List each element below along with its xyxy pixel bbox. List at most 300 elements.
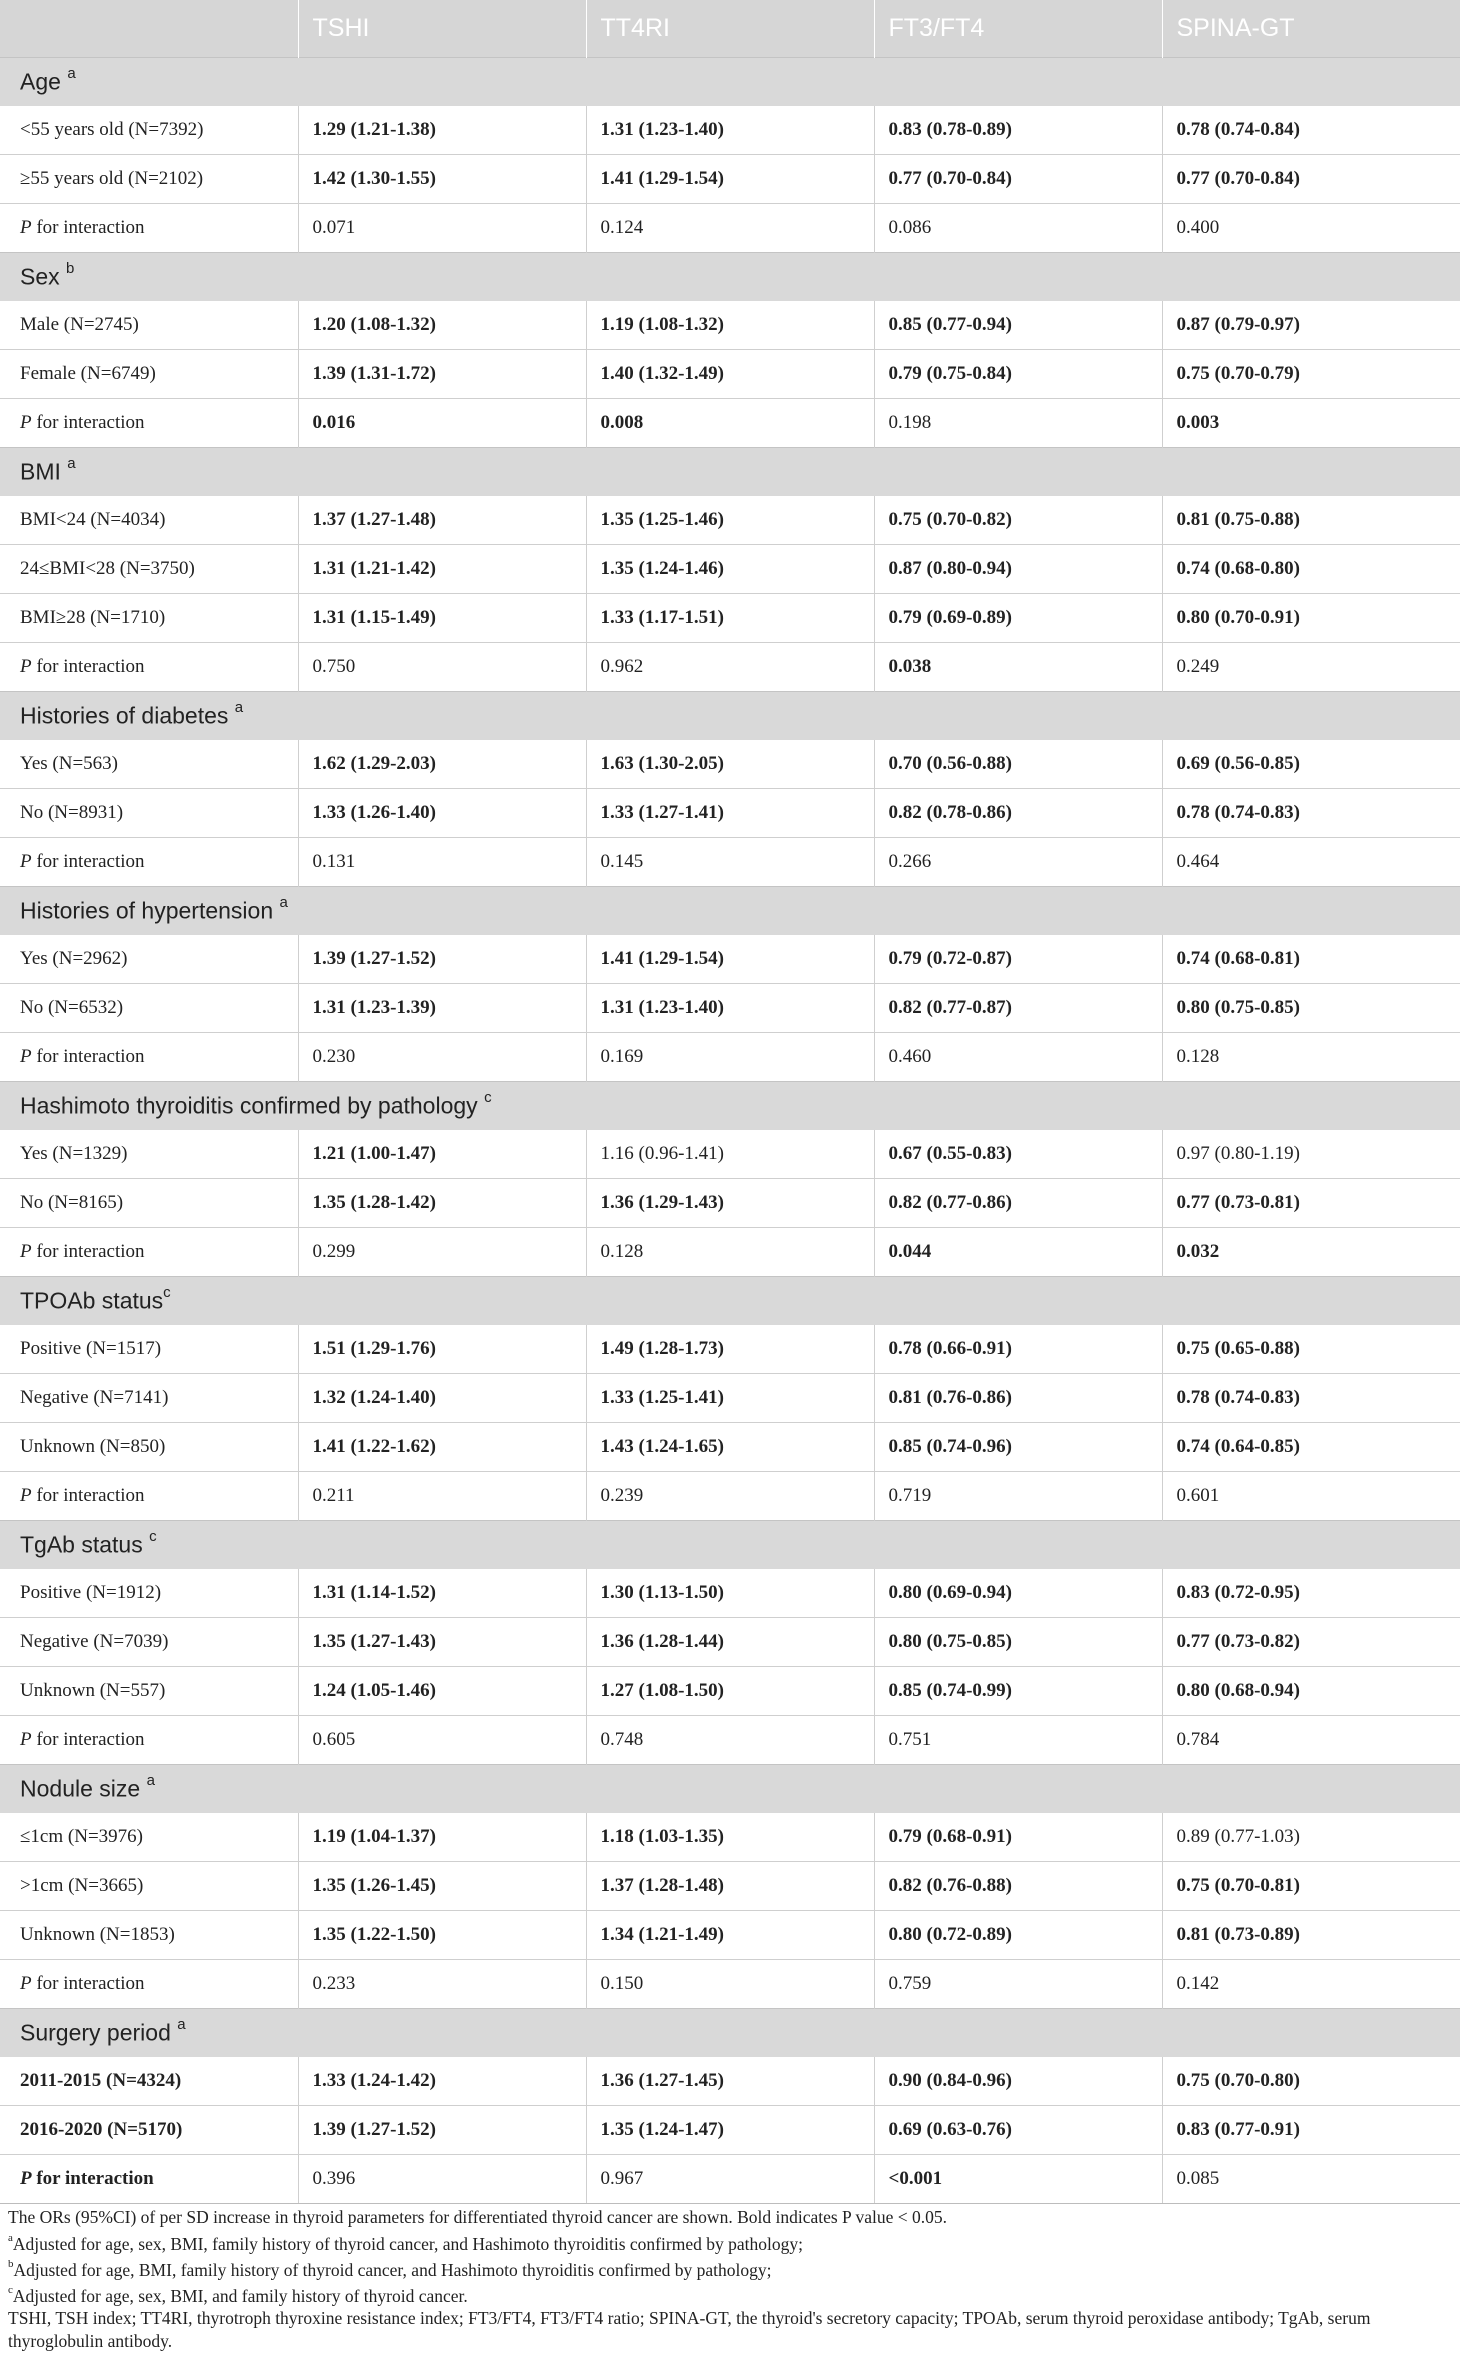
table-row [0,935,1460,984]
table-row [0,350,1460,399]
table-cell: 1.35 (1.24-1.47) [586,2106,874,2155]
table-row [0,789,1460,838]
row-label [0,496,298,545]
row-label-italic: P [20,656,32,677]
table-cell: 1.27 (1.08-1.50) [586,1667,874,1716]
table-cell: 0.150 [586,1960,874,2009]
table-row [0,1618,1460,1667]
table-row [0,2155,1460,2204]
table-cell: 0.87 (0.79-0.97) [1176,314,1300,335]
row-label [0,1862,298,1911]
table-cell: 0.81 (0.75-0.88) [1176,509,1300,530]
table-row [0,1374,1460,1423]
table-cell: 0.87 (0.80-0.94) [874,545,1162,594]
table-cell: 0.198 [874,399,1162,448]
header-cell [0,0,298,58]
table-row [0,1228,1460,1277]
group-title-text: Hashimoto thyroiditis confirmed by pathology [20,1092,478,1119]
table-row [0,643,1460,692]
table-cell: 0.784 [1162,1716,1460,1765]
row-label [0,1228,298,1277]
table-cell: 1.51 (1.29-1.76) [298,1325,586,1374]
table-cell: 1.33 (1.25-1.41) [586,1374,874,1423]
table-cell: 1.35 (1.28-1.42) [298,1179,586,1228]
footnote [8,2281,1452,2307]
table-cell: 0.75 (0.70-0.79) [1162,350,1460,399]
table-cell: 0.085 [1162,2155,1460,2204]
table-cell: 1.32 (1.24-1.40) [298,1374,586,1423]
table-cell: 0.82 (0.76-0.88) [874,1862,1162,1911]
table-cell: 1.19 (1.08-1.32) [586,301,874,350]
table-cell: 1.35 (1.25-1.46) [586,496,874,545]
row-label [0,838,298,887]
row-label-italic: P [20,1973,32,1994]
table-cell: 0.230 [298,1033,586,1082]
row-label [0,350,298,399]
table-row [0,1862,1460,1911]
table-cell: 1.31 (1.15-1.49) [298,594,586,643]
group-header-row [0,1277,1460,1326]
table-cell: 0.169 [586,1033,874,1082]
group-title-footnote-marker: a [177,2016,186,2034]
table-cell: 1.31 (1.23-1.39) [298,984,586,1033]
table-row [0,984,1460,1033]
table-cell: 0.82 (0.77-0.86) [874,1179,1162,1228]
table-cell: 0.299 [298,1228,586,1277]
row-label [0,1374,298,1423]
group-title-text: TgAb status [20,1531,143,1558]
row-label-text: for interaction [31,1973,145,1994]
table-cell: 1.18 (1.03-1.35) [586,1813,874,1862]
row-label-text: Positive (N=1517) [20,1338,162,1359]
table-row [0,838,1460,887]
group-header-row [0,1082,1460,1131]
group-title-footnote-marker: b [66,260,75,278]
row-label [0,399,298,448]
table-row [0,1423,1460,1472]
row-label [0,1569,298,1618]
group-title [0,1277,1460,1326]
table-cell: 1.49 (1.28-1.73) [586,1325,874,1374]
table-cell: 0.83 (0.72-0.95) [1176,1582,1300,1603]
row-label [0,2057,298,2106]
group-title-text: TPOAb status [20,1287,164,1314]
table-row [0,1667,1460,1716]
table-row [0,545,1460,594]
table-cell: 0.80 (0.70-0.91) [1162,594,1460,643]
table-cell: 0.80 (0.75-0.85) [874,1618,1162,1667]
group-title [0,887,1460,936]
table-footnotes [8,2206,1452,2352]
table-cell: 0.77 (0.73-0.81) [1162,1179,1460,1228]
row-label-text: 2011-2015 (N=4324) [20,2070,182,2091]
row-label-text: BMI≥28 (N=1710) [20,607,166,628]
row-label-text: Male (N=2745) [20,314,139,335]
table-cell: 1.30 (1.13-1.50) [586,1569,874,1618]
table-cell: 1.33 (1.24-1.42) [298,2057,586,2106]
footnote [8,2255,1452,2281]
group-title-text: Age [20,68,61,95]
group-title-text: Sex [20,263,60,290]
header-cell-tshi: TSHI [298,0,586,58]
row-label [0,1472,298,1521]
row-label-text: for interaction [31,412,145,433]
group-header-row [0,887,1460,936]
row-label [0,2106,298,2155]
row-label-italic: P [20,1485,32,1506]
group-title-text: Nodule size [20,1775,141,1802]
table-cell: 1.37 (1.27-1.48) [298,496,586,545]
table-cell: 0.81 (0.73-0.89) [1162,1911,1460,1960]
row-label [0,1033,298,1082]
group-title-footnote-marker: c [163,1284,171,1302]
table-cell: 1.39 (1.27-1.52) [298,935,586,984]
row-label-text: for interaction [31,851,145,872]
table-cell: 0.750 [298,643,586,692]
table-cell: 0.071 [298,204,586,253]
table-cell: 0.82 (0.78-0.86) [874,789,1162,838]
table-cell: 0.80 (0.69-0.94) [874,1569,1162,1618]
table-cell: 0.032 [1162,1228,1460,1277]
table-cell: 0.79 (0.72-0.87) [874,935,1162,984]
table-cell: 0.70 (0.56-0.88) [874,740,1162,789]
table-cell: 0.128 [1162,1033,1460,1082]
footnote-text: The ORs (95%CI) of per SD increase in thyroid parameters for differentiated thyroid cancer are shown. Bold indicates P value < 0.05. [8,2207,948,2227]
row-label-text: No (N=8165) [20,1192,124,1213]
table-cell: 0.85 (0.74-0.99) [874,1667,1162,1716]
table-cell: 0.77 (0.70-0.84) [874,155,1162,204]
table-cell: 0.79 (0.69-0.89) [874,594,1162,643]
row-label-text: >1cm (N=3665) [20,1875,144,1896]
table-cell: 1.40 (1.32-1.49) [586,350,874,399]
table-cell: 0.003 [1162,399,1460,448]
group-title [0,1082,1460,1131]
table-row [0,1569,1460,1618]
table-cell: 0.74 (0.64-0.85) [1162,1423,1460,1472]
table-cell: 1.36 (1.28-1.44) [586,1618,874,1667]
row-label [0,594,298,643]
row-label-text: for interaction [31,217,145,238]
table-cell: 1.20 (1.08-1.32) [298,301,586,350]
table-cell: 1.63 (1.30-2.05) [586,740,874,789]
group-title-footnote-marker: a [234,699,244,717]
group-header-row [0,448,1460,497]
table-cell: 0.90 (0.84-0.96) [874,2057,1162,2106]
table-cell: 1.36 (1.27-1.45) [586,2057,874,2106]
table-cell: 0.78 (0.74-0.84) [1176,119,1300,140]
group-title-footnote-marker: a [67,455,76,473]
table-cell: 0.016 [298,399,586,448]
table-cell: 0.75 (0.65-0.88) [1176,1338,1300,1359]
row-label [0,1179,298,1228]
table-cell: 0.80 (0.75-0.85) [1162,984,1460,1033]
row-label-text: for interaction [31,1241,145,1262]
row-label [0,1716,298,1765]
table-cell: 1.33 (1.17-1.51) [586,594,874,643]
row-label-italic: P [20,851,32,872]
table-cell: 0.83 (0.78-0.89) [874,106,1162,155]
table-cell: 0.759 [874,1960,1162,2009]
row-label-italic: P [20,412,32,433]
table-cell: 0.239 [586,1472,874,1521]
table-cell: 0.008 [586,399,874,448]
row-label [0,2155,298,2204]
table-cell: 0.086 [874,204,1162,253]
group-title [0,2009,1460,2058]
table-cell: 1.41 (1.22-1.62) [298,1423,586,1472]
table-cell: 1.29 (1.21-1.38) [298,106,586,155]
table-cell: 1.35 (1.26-1.45) [298,1862,586,1911]
group-title-footnote-marker: a [279,894,288,912]
table-cell: 0.78 (0.74-0.83) [1162,1374,1460,1423]
table-row [0,740,1460,789]
table-cell: 0.142 [1162,1960,1460,2009]
row-label-text: Yes (N=2962) [20,948,128,969]
table-cell: 0.69 (0.56-0.85) [1176,753,1300,774]
footnote-marker: c [8,2284,13,2297]
table-cell: 0.266 [874,838,1162,887]
group-header-row [0,58,1460,107]
row-label [0,545,298,594]
table-row [0,204,1460,253]
group-title [0,1521,1460,1570]
table-cell: 0.967 [586,2155,874,2204]
group-title-footnote-marker: a [146,1772,155,1790]
row-label [0,1618,298,1667]
group-title [0,253,1460,302]
row-label-text: for interaction [31,2168,154,2189]
table-cell: 1.31 (1.14-1.52) [298,1569,586,1618]
table-cell: 1.35 (1.22-1.50) [298,1911,586,1960]
table-cell: 1.31 (1.21-1.42) [298,545,586,594]
table-cell: 0.396 [298,2155,586,2204]
table-cell: 0.80 (0.72-0.89) [874,1911,1162,1960]
row-label-text: Unknown (N=1853) [20,1924,175,1945]
table-row [0,155,1460,204]
row-label [0,1130,298,1179]
table-cell: 1.36 (1.29-1.43) [586,1179,874,1228]
table-body [0,58,1460,2204]
row-label-text: No (N=8931) [20,802,124,823]
table-cell: 0.78 (0.66-0.91) [874,1325,1162,1374]
table-row [0,1179,1460,1228]
table-row [0,106,1460,155]
footnote-text: Adjusted for age, BMI, family history of thyroid cancer, and Hashimoto thyroiditis confirmed by pathology; [13,2259,772,2280]
row-label-text: for interaction [31,656,145,677]
footnote [8,2229,1452,2255]
row-label [0,935,298,984]
row-label [0,204,298,253]
group-header-row [0,1765,1460,1814]
table-header-row [0,0,1460,58]
table-cell: 0.233 [298,1960,586,2009]
row-label-text: Positive (N=1912) [20,1582,162,1603]
row-label [0,1423,298,1472]
table-cell: 1.39 (1.31-1.72) [298,350,586,399]
table-cell: 0.464 [1162,838,1460,887]
row-label [0,1667,298,1716]
table-cell: 0.131 [298,838,586,887]
row-label-text: No (N=6532) [20,997,124,1018]
row-label-text: Negative (N=7039) [20,1631,169,1652]
footnote-text: Adjusted for age, sex, BMI, and family history of thyroid cancer. [12,2285,468,2306]
group-header-row [0,253,1460,302]
table-cell: 0.74 (0.68-0.81) [1176,948,1300,969]
row-label-italic: P [20,1729,32,1750]
row-label-text: Negative (N=7141) [20,1387,169,1408]
table-row [0,1911,1460,1960]
table-row [0,1033,1460,1082]
group-title [0,692,1460,741]
table-cell: 0.83 (0.77-0.91) [1162,2106,1460,2155]
row-label-italic: P [20,2168,32,2189]
table-cell: 0.601 [1162,1472,1460,1521]
table-cell: 1.43 (1.24-1.65) [586,1423,874,1472]
table-row [0,1960,1460,2009]
table-cell: 0.85 (0.77-0.94) [874,301,1162,350]
table-cell: 0.75 (0.70-0.81) [1162,1862,1460,1911]
footnote-text: Adjusted for age, sex, BMI, family history of thyroid cancer, and Hashimoto thyroiditis confirmed by pathology; [12,2233,803,2254]
table-cell: 0.748 [586,1716,874,1765]
group-header-row [0,2009,1460,2058]
table-cell: 0.81 (0.76-0.86) [874,1374,1162,1423]
group-title-footnote-marker: c [484,1089,492,1107]
group-title [0,448,1460,497]
table-cell: 0.211 [298,1472,586,1521]
header-cell-tt4ri: TT4RI [586,0,874,58]
table-cell: 1.35 (1.24-1.46) [586,545,874,594]
table-cell: 0.145 [586,838,874,887]
table-cell: 0.89 (0.77-1.03) [1176,1826,1300,1847]
row-label [0,155,298,204]
table-row [0,1130,1460,1179]
group-title-text: Histories of hypertension [20,897,274,924]
table-cell: 1.33 (1.26-1.40) [298,789,586,838]
table-row [0,2057,1460,2106]
group-title [0,1765,1460,1814]
group-title-text: BMI [20,458,61,485]
table-row [0,496,1460,545]
row-label-text: for interaction [31,1046,145,1067]
table-cell: 0.75 (0.70-0.82) [874,496,1162,545]
table-cell: <0.001 [874,2155,1162,2204]
table-cell: 0.79 (0.75-0.84) [874,350,1162,399]
footnote-text: TSHI, TSH index; TT4RI, thyrotroph thyroxine resistance index; FT3/FT4, FT3/FT4 ratio; SPINA-GT, the thyroid's secretory capacity; TPOAb, serum thyroid peroxidase antibody; TgAb, serum thyroglobulin antibody. [8,2308,1371,2351]
table-cell: 0.79 (0.68-0.91) [874,1813,1162,1862]
table-cell: 1.21 (1.00-1.47) [298,1130,586,1179]
table-cell: 1.37 (1.28-1.48) [586,1862,874,1911]
table-cell: 0.962 [586,643,874,692]
table-cell: 0.74 (0.68-0.80) [1162,545,1460,594]
table-cell: 1.39 (1.27-1.52) [298,2106,586,2155]
table-cell: 1.24 (1.05-1.46) [298,1667,586,1716]
table-cell: 1.41 (1.29-1.54) [586,935,874,984]
table-cell: 0.605 [298,1716,586,1765]
table-row [0,1472,1460,1521]
row-label [0,984,298,1033]
footnote-marker: a [8,2231,13,2244]
row-label [0,1813,298,1862]
table-cell: 1.33 (1.27-1.41) [586,789,874,838]
table-row [0,301,1460,350]
table-cell: 0.77 (0.73-0.82) [1162,1618,1460,1667]
row-label-italic: P [20,217,32,238]
table-row [0,594,1460,643]
row-label-text: 2016-2020 (N=5170) [20,2119,183,2140]
footnote-marker: b [8,2257,14,2270]
table-cell: 0.124 [586,204,874,253]
row-label [0,1911,298,1960]
group-title-footnote-marker: c [149,1528,157,1546]
table-cell: 0.249 [1162,643,1460,692]
group-title-text: Surgery period [20,2019,171,2046]
table-cell: 1.31 (1.23-1.40) [586,984,874,1033]
row-label-text: Unknown (N=557) [20,1680,166,1701]
table-cell: 1.62 (1.29-2.03) [298,740,586,789]
row-label [0,740,298,789]
group-title [0,58,1460,107]
row-label [0,1960,298,2009]
group-title-footnote-marker: a [67,65,76,83]
group-header-row [0,692,1460,741]
row-label-text: for interaction [31,1729,145,1750]
table-row [0,1325,1460,1374]
row-label [0,1325,298,1374]
table-cell: 0.400 [1162,204,1460,253]
table-cell: 0.719 [874,1472,1162,1521]
table-cell: 1.41 (1.29-1.54) [586,155,874,204]
group-header-row [0,1521,1460,1570]
table-row [0,1813,1460,1862]
header-cell-ft3ft4: FT3/FT4 [874,0,1162,58]
row-label-text: ≥55 years old (N=2102) [20,168,204,189]
table-cell: 0.85 (0.74-0.96) [874,1423,1162,1472]
row-label-text: ≤1cm (N=3976) [20,1826,143,1847]
table-cell: 1.16 (0.96-1.41) [586,1130,874,1179]
group-title-text: Histories of diabetes [20,702,229,729]
table-cell: 1.31 (1.23-1.40) [586,106,874,155]
table-cell: 1.35 (1.27-1.43) [298,1618,586,1667]
table-cell: 0.038 [874,643,1162,692]
footnote-divider [0,2203,1460,2204]
row-label [0,106,298,155]
row-label-text: BMI<24 (N=4034) [20,509,166,530]
table-cell: 0.751 [874,1716,1162,1765]
row-label-text: Female (N=6749) [20,363,156,384]
table-cell: 1.34 (1.21-1.49) [586,1911,874,1960]
table-cell: 0.80 (0.68-0.94) [1162,1667,1460,1716]
table-cell: 0.97 (0.80-1.19) [1176,1143,1300,1164]
footnote [8,2307,1452,2352]
table-cell: 1.19 (1.04-1.37) [298,1813,586,1862]
row-label-italic: P [20,1046,32,1067]
row-label-text: Yes (N=1329) [20,1143,128,1164]
row-label-text: Yes (N=563) [20,753,118,774]
row-label [0,301,298,350]
table-cell: 0.128 [586,1228,874,1277]
table-cell: 0.460 [874,1033,1162,1082]
table-cell: 0.82 (0.77-0.87) [874,984,1162,1033]
row-label-text: for interaction [31,1485,145,1506]
row-label [0,643,298,692]
table-cell: 0.044 [874,1228,1162,1277]
row-label-italic: P [20,1241,32,1262]
table-row [0,2106,1460,2155]
table-cell: 0.77 (0.70-0.84) [1162,155,1460,204]
table-cell: 0.78 (0.74-0.83) [1162,789,1460,838]
table-row [0,1716,1460,1765]
table-cell: 0.75 (0.70-0.80) [1176,2070,1300,2091]
